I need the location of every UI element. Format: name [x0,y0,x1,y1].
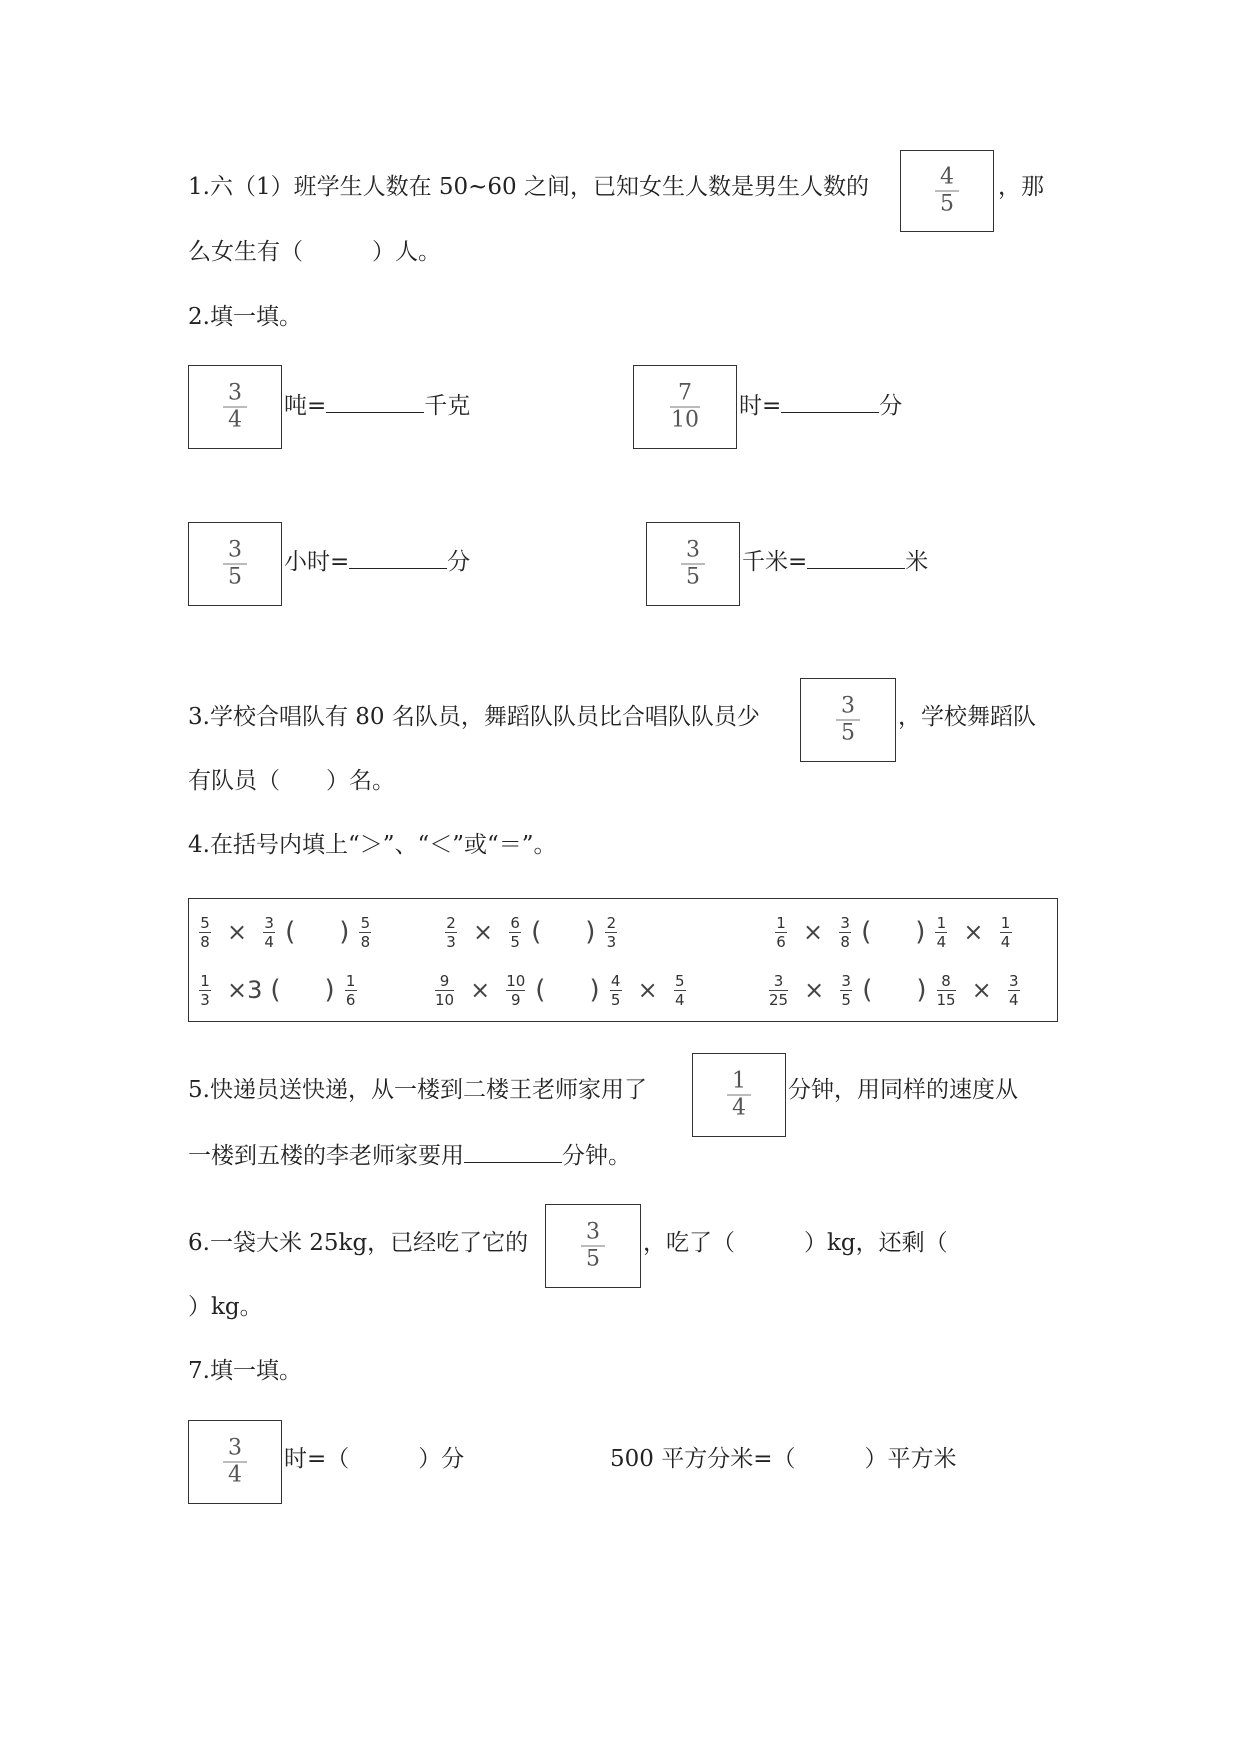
fraction-denominator: 10 [671,407,699,433]
q1-line1-text: 1.六（1）班学生人数在 50~60 之间，已知女生人数是男生人数的 [188,174,870,200]
times-sign: × [971,976,992,1004]
q4-row2-item1 [193,963,363,1017]
fraction-denominator: 5 [940,191,954,217]
answer-blank[interactable] [807,546,905,569]
fraction-denominator: 5 [586,1246,600,1272]
q5-line2-text: 一楼到五楼的李老师家要用 [188,1143,464,1169]
small-fraction: 1 4 [1000,913,1011,951]
answer-paren-open[interactable]: ( [535,975,546,1005]
fraction-numerator: 3 [686,537,700,563]
q7-title: 7.填一填。 [188,1358,302,1384]
q2-item2-fraction-box [633,365,737,449]
unit-label: 吨= [284,393,327,419]
times-sign: × [963,918,984,946]
times-sign: × [804,976,825,1004]
small-fraction: 5 8 [360,913,371,951]
q4-row1-item1 [193,905,377,959]
q2-item4-expression [742,546,928,577]
q1-line1-tail: ，那 [998,174,1044,200]
fraction-denominator: 5 [841,720,855,746]
small-fraction: 1 3 [200,971,210,1009]
times-sign: × [637,976,658,1004]
fraction-numerator: 3 [228,1435,242,1461]
small-fraction: 1 6 [345,971,356,1009]
small-fraction: 3 4 [264,913,274,951]
unit-label: 时= [739,393,782,419]
q4-title: 4.在括号内填上“＞”、“＜”或“＝”。 [188,832,557,858]
q2-item2-expression [739,390,902,421]
answer-paren-open[interactable]: ( [285,917,296,947]
small-fraction: 1 4 [936,913,947,951]
unit-label: 千克 [424,393,471,419]
q4-comparison-table [188,898,1058,1022]
small-fraction: 8 15 [936,971,956,1009]
small-fraction: 2 3 [446,913,456,951]
fraction-numerator: 4 [940,164,954,190]
small-fraction: 3 25 [769,971,789,1009]
times-three: ×3 [227,976,263,1004]
small-fraction: 2 3 [606,913,617,951]
small-fraction: 4 5 [610,971,621,1009]
q4-row1-item3 [769,905,1018,959]
small-fraction: 5 4 [674,971,685,1009]
fraction-denominator: 4 [732,1095,746,1121]
answer-paren-open[interactable]: ( [861,917,872,947]
unit-label: 千米= [742,549,808,575]
small-fraction: 3 5 [841,971,851,1009]
answer-paren-open[interactable]: ( [270,975,281,1005]
fraction-numerator: 3 [841,693,855,719]
q3-fraction-box [800,678,896,762]
times-sign: × [470,976,491,1004]
q1-line2-text: 么女生有（ ）人。 [188,239,441,265]
answer-paren-open[interactable]: ( [862,975,873,1005]
q1-fraction-box [900,150,994,232]
small-fraction: 1 6 [776,913,786,951]
q5-fraction-box [692,1053,786,1137]
q3-line1-text: 3.学校合唱队有 80 名队员，舞蹈队队员比合唱队队员少 [188,704,760,730]
q6-line1-tail: ，吃了（ ）kg，还剩（ [643,1230,948,1256]
q3-line1-tail: ，学校舞蹈队 [898,704,1036,730]
unit-label: 分 [447,549,471,575]
fraction-numerator: 7 [678,380,692,406]
q2-item3-fraction-box [188,522,282,606]
q6-line1-text: 6.一袋大米 25kg，已经吃了它的 [188,1230,529,1256]
fraction-numerator: 3 [228,537,242,563]
fraction-denominator: 5 [228,564,242,590]
q6-line2-text: ）kg。 [188,1294,263,1320]
q4-row2-item2 [429,963,692,1017]
unit-label: 小时= [284,549,350,575]
q7-item1-text: 时=（ ）分 [284,1446,465,1472]
unit-label: 米 [905,549,929,575]
fraction-denominator: 5 [686,564,700,590]
answer-blank[interactable] [349,546,447,569]
q7-fraction-box [188,1420,282,1504]
answer-blank[interactable] [781,390,879,413]
fraction-numerator: 3 [586,1219,600,1245]
q5-line2-tail: 分钟。 [562,1143,631,1169]
small-fraction: 3 8 [840,913,850,951]
answer-paren-close[interactable]: ) [324,975,335,1005]
q2-item1-expression [284,390,470,421]
q2-item1-fraction-box [188,365,282,449]
q2-item3-expression [284,546,470,577]
small-fraction: 3 4 [1008,971,1019,1009]
q4-row1-item2 [439,905,623,959]
fraction-numerator: 1 [732,1068,746,1094]
answer-blank[interactable] [326,390,424,413]
q3-line2-text: 有队员（ ）名。 [188,768,395,794]
answer-paren-open[interactable]: ( [531,917,542,947]
answer-blank[interactable] [464,1140,562,1163]
q5-line1-tail: 分钟，用同样的速度从 [788,1077,1018,1103]
q5-line2 [188,1140,631,1171]
unit-label: 分 [879,393,903,419]
q4-row2-item3 [763,963,1026,1017]
answer-paren-close[interactable]: ) [339,917,350,947]
small-fraction: 6 5 [510,913,520,951]
times-sign: × [803,918,824,946]
small-fraction: 5 8 [200,913,210,951]
answer-paren-close[interactable]: ) [915,917,926,947]
small-fraction: 10 9 [506,971,526,1009]
times-sign: × [227,918,248,946]
q7-item2-text: 500 平方分米=（ ）平方米 [610,1446,957,1472]
q6-fraction-box [545,1204,641,1288]
fraction-denominator: 4 [228,1462,242,1488]
times-sign: × [473,918,494,946]
q2-title: 2.填一填。 [188,304,302,330]
fraction-numerator: 3 [228,380,242,406]
q5-line1-text: 5.快递员送快递，从一楼到二楼王老师家用了 [188,1077,647,1103]
answer-paren-close[interactable]: ) [916,975,927,1005]
answer-paren-close[interactable]: ) [589,975,600,1005]
small-fraction: 9 10 [435,971,455,1009]
answer-paren-close[interactable]: ) [585,917,596,947]
q2-item4-fraction-box [646,522,740,606]
fraction-denominator: 4 [228,407,242,433]
